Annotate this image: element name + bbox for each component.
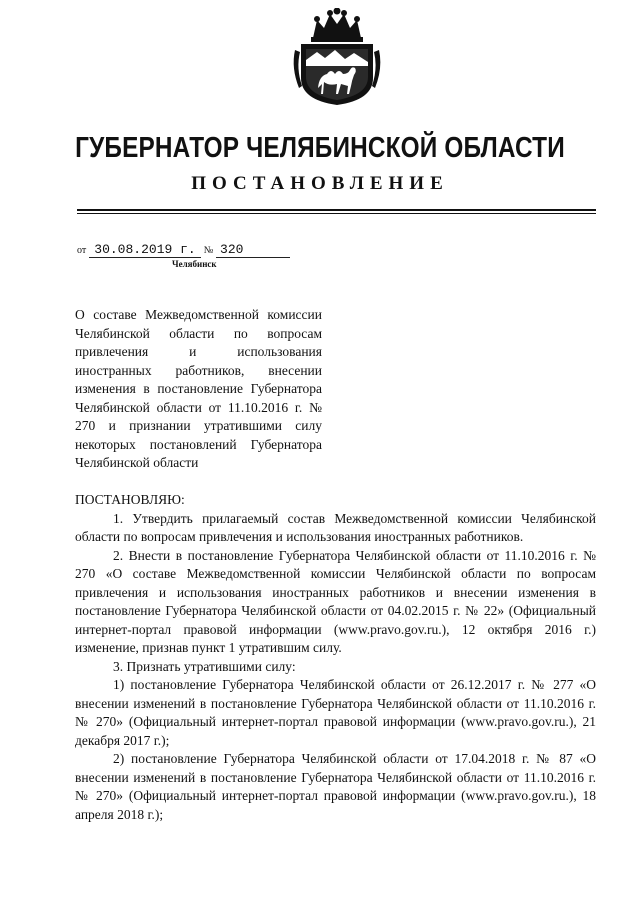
document-date: 30.08.2019 г.	[89, 243, 201, 258]
number-prefix: №	[203, 245, 214, 256]
document-body	[75, 491, 596, 824]
coat-of-arms-icon	[291, 8, 383, 106]
date-prefix: от	[77, 245, 87, 256]
document-type: ПОСТАНОВЛЕНИЕ	[191, 173, 449, 194]
paragraph-3: 3. Признать утратившими силу:	[113, 658, 296, 674]
document-number: 320	[216, 243, 290, 258]
header-divider-thin	[77, 213, 596, 214]
governor-title: ГУБЕРНАТОР ЧЕЛЯБИНСКОЙ ОБЛАСТИ	[75, 132, 565, 164]
paragraph-1: 1. Утвердить прилагаемый состав Межведомственной комиссии Челябинской области по вопросам привлечения и использования иностранных работников.	[75, 510, 596, 544]
paragraph-2: 2. Внести в постановление Губернатора Челябинской области от 11.10.2016 г. № 270 «О составе Межведомственной комиссии Челябинской области по вопросам привлечения и использования иностранных работников и внесении изменения в постановление Губернатора Челябинской области от 04.02.2015 г. № 22» (Официальный интернет-портал правовой информации (www.pravo.gov.ru.), 12 октября 2016 г.) изменение, признав пункт 1 утратившим силу.	[75, 547, 596, 655]
header-divider-thick	[77, 209, 596, 211]
paragraph-3-item-1: 1) постановление Губернатора Челябинской области от 26.12.2017 г. № 277 «О внесении изменений в постановление Губернатора Челябинской области от 11.10.2016 г. № 270» (Официальный интернет-портал правовой информации (www.pravo.gov.ru.), 21 декабря 2017 г.);	[75, 677, 596, 748]
paragraph-3-item-2: 2) постановление Губернатора Челябинской области от 17.04.2018 г. № 87 «О внесении изменений в постановление Губернатора Челябинской области от 11.10.2016 г. № 270» (Официальный интернет-портал правовой информации (www.pravo.gov.ru.), 18 апреля 2018 г.);	[75, 751, 596, 822]
resolve-heading: ПОСТАНОВЛЯЮ:	[75, 492, 185, 507]
document-subject: О составе Межведомственной комиссии Челябинской области по вопросам привлечения и использования иностранных работников, внесении изменения в постановление Губернатора Челябинской области от 11.10.2016 г. № 270 и признании утратившими силу некоторых постановлений Губернатора Челябинской области	[75, 307, 322, 470]
date-number-row	[77, 243, 290, 258]
city-name: Челябинск	[172, 259, 217, 269]
